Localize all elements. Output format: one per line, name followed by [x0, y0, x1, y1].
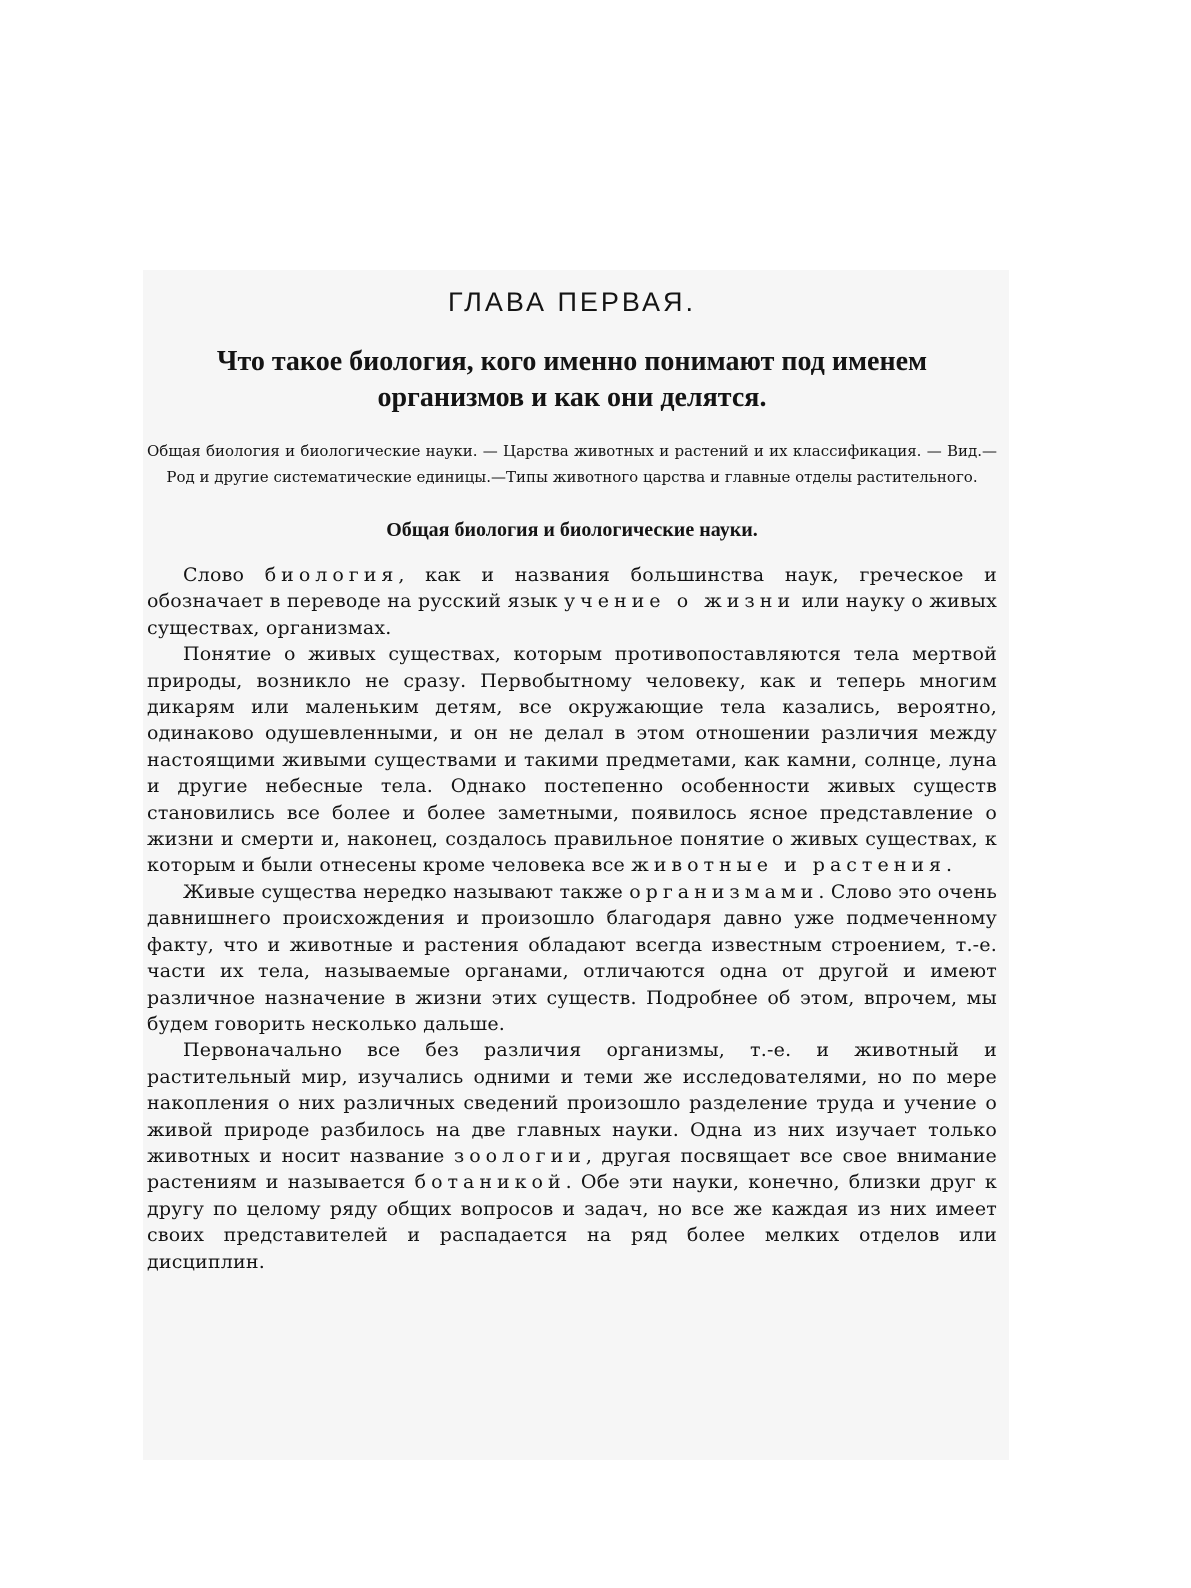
paragraph-text: . Обе эти науки, конечно, близки друг к другу по целому ряду общих вопросов и задач, но все же каждая из них имеет своих представителей и распадается на ряд более мелких отделов или дисциплин.	[147, 1171, 998, 1273]
paragraph-text: Понятие о живых существах, которым противопоставляются тела мертвой природы, возникло не сразу. Первобытному человеку, как и теперь многим дикарям или маленьким детям, все окружающие тела казались, вероятно, одинаково одушевленными, и он не делал в этом отношении различия между настоящими живыми существами и такими предметами, как камни, солнце, луна и другие небесные тела. Однако постепенно особенности живых существ становились все более и более заметными, появилось ясное представление о жизни и смерти и, наконец, создалось правильное понятие о живых существах, к которым и были отнесены кроме человека все	[147, 643, 997, 877]
chapter-label: ГЛАВА ПЕРВАЯ.	[448, 287, 696, 317]
chapter-summary: Общая биология и биологические науки. — Царства животных и растений и их классификация. — Вид.—Род и другие систематические единицы.—Типы животного царства и главные отделы растительного.	[147, 442, 997, 486]
emphasized-term: животные и растения	[631, 854, 946, 877]
emphasized-term: организмами	[629, 880, 819, 903]
emphasized-term: биология	[264, 564, 399, 586]
paragraph-text: или науку о живых существах, организмах.	[147, 590, 998, 639]
paragraph	[147, 641, 997, 879]
emphasized-term: ботаникой	[414, 1171, 566, 1194]
paragraph-text: , другая посвящает все свое внимание растениям и называется	[147, 1144, 997, 1194]
emphasized-term: зоологии	[453, 1144, 586, 1167]
paragraph	[147, 562, 997, 641]
paragraph	[147, 879, 997, 1037]
book-page	[147, 278, 997, 1275]
paragraph-text: Живые существа нередко называют также	[183, 880, 630, 903]
paragraph-text: . Слово это очень давнишнего происхождения и произошло благодаря давно уже подмеченному факту, что и животные и растения обладают всегда известным строением, т.-е. части их тела, называемые органами, отличаются одна от другой и имеют различное назначение в жизни этих существ. Подробнее об этом, впрочем, мы будем говорить несколько дальше.	[147, 880, 997, 1035]
paragraph-text: .	[946, 854, 953, 877]
emphasized-term: учение о жизни	[564, 590, 796, 613]
paragraph	[147, 1037, 997, 1275]
paragraph-text: Первоначально все без различия организмы, т.-е. и животный и растительный мир, изучались одними и теми же исследователями, но по мере накопления о них различных сведений произошло разделение труда и учение о живой природе разбилось на две главных науки. Одна из них изучает только животных и носит название	[147, 1039, 997, 1167]
paragraph-text: Слово	[183, 564, 265, 586]
chapter-title: Что такое биология, кого именно понимают под именем организмов и как они делятся.	[216, 346, 928, 413]
body-text	[147, 562, 997, 1275]
section-heading: Общая биология и биологические науки.	[386, 519, 758, 541]
paragraph-text: , как и названия большинства наук, греческое и обозначает в переводе на русский язык	[147, 564, 998, 613]
